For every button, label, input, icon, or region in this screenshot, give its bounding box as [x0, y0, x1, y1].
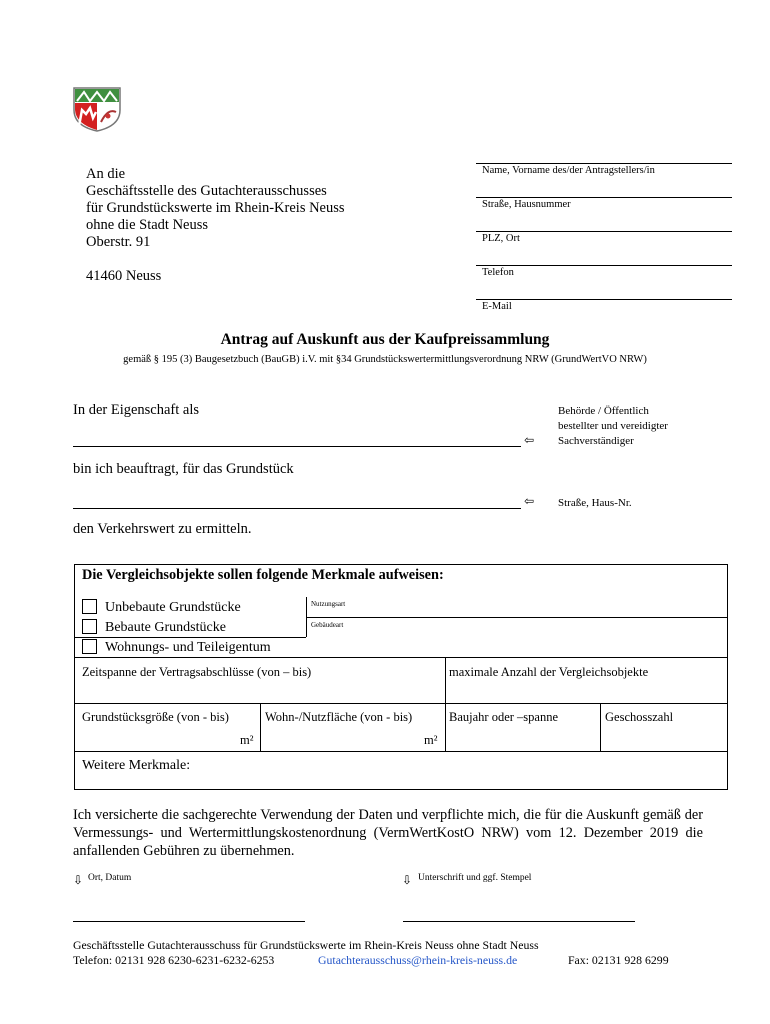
wohnungseigentum-checkbox[interactable]	[82, 639, 97, 654]
wohnungseigentum-label: Wohnungs- und Teileigentum	[105, 640, 271, 655]
footer-org: Geschäftsstelle Gutachterausschuss für Grundstückswerte im Rhein-Kreis Neuss ohne Stadt Neuss	[73, 938, 539, 952]
sender-city-field[interactable]	[476, 231, 732, 232]
arrow-left-icon: ⇦	[524, 433, 535, 447]
footer-email-link[interactable]: Gutachterausschuss@rhein-kreis-neuss.de	[318, 953, 518, 967]
footer-phone: Telefon: 02131 928 6230-6231-6232-6253	[73, 953, 275, 967]
criteria-heading: Die Vergleichsobjekte sollen folgende Merkmale aufweisen:	[82, 567, 444, 583]
max-anzahl-label: maximale Anzahl der Vergleichsobjekte	[449, 665, 649, 679]
recipient-line-5: Oberstr. 91	[86, 234, 151, 250]
divider	[445, 657, 446, 751]
geschosszahl-label: Geschosszahl	[605, 710, 674, 724]
baujahr-label: Baujahr oder –spanne	[449, 710, 558, 724]
place-date-line[interactable]	[73, 921, 305, 922]
grundstuecksgroesse-label: Grundstücksgröße (von - bis)	[82, 710, 229, 724]
footer-fax: Fax: 02131 928 6299	[568, 953, 669, 967]
bebaute-checkbox[interactable]	[82, 619, 97, 634]
property-hint: Straße, Haus-Nr.	[558, 497, 632, 509]
sender-name-field[interactable]	[476, 163, 732, 164]
unbebaute-label: Unbebaute Grundstücke	[105, 600, 241, 615]
form-title: Antrag auf Auskunft aus der Kaufpreissammlung	[220, 331, 550, 348]
property-after-text: den Verkehrswert zu ermitteln.	[73, 521, 252, 537]
capacity-hint-line-3: Sachverständiger	[558, 435, 634, 447]
bebaute-label: Bebaute Grundstücke	[105, 620, 226, 635]
capacity-input-line[interactable]	[73, 446, 521, 447]
divider	[74, 703, 728, 704]
nutzungsart-label: Nutzungsart	[311, 600, 346, 608]
recipient-line-2: Geschäftsstelle des Gutachterausschusses	[86, 183, 327, 199]
arrow-left-icon-2: ⇦	[524, 494, 535, 508]
recipient-line-3: für Grundstückswerte im Rhein-Kreis Neuss	[86, 200, 345, 216]
capacity-hint-line-1: Behörde / Öffentlich	[558, 405, 649, 417]
wohnflaeche-unit: m²	[424, 733, 438, 747]
recipient-address	[86, 166, 345, 285]
divider	[74, 637, 306, 638]
property-input-line[interactable]	[73, 508, 521, 509]
gebaeudeart-input[interactable]	[306, 617, 728, 637]
grundstueck-unit: m²	[240, 733, 254, 747]
unbebaute-checkbox[interactable]	[82, 599, 97, 614]
nutzungsart-input[interactable]	[306, 597, 728, 617]
property-label: bin ich beauftragt, für das Grundstück	[73, 461, 294, 477]
signature-line[interactable]	[403, 921, 635, 922]
recipient-line-6: 41460 Neuss	[86, 268, 162, 284]
sender-street-field[interactable]	[476, 197, 732, 198]
wohnflaeche-label: Wohn-/Nutzfläche (von - bis)	[265, 710, 413, 724]
nrw-coat-of-arms-logo	[72, 86, 122, 132]
weitere-merkmale-label: Weitere Merkmale:	[82, 758, 191, 773]
sender-name-label: Name, Vorname des/der Antragstellers/in	[482, 165, 655, 176]
capacity-label: In der Eigenschaft als	[73, 402, 200, 418]
divider	[74, 751, 728, 752]
recipient-line-4: ohne die Stadt Neuss	[86, 217, 209, 233]
place-date-label: Ort, Datum	[88, 873, 132, 883]
divider	[600, 703, 601, 751]
sender-city-label: PLZ, Ort	[482, 233, 520, 244]
sender-email-field[interactable]	[476, 299, 732, 300]
gebaeudeart-label: Gebäudeart	[311, 621, 344, 629]
capacity-hint	[558, 404, 668, 449]
capacity-hint-line-2: bestellter und vereidigter	[558, 420, 668, 432]
recipient-line-1: An die	[86, 166, 126, 182]
sender-phone-label: Telefon	[482, 267, 514, 278]
signature-label: Unterschrift und ggf. Stempel	[418, 873, 532, 883]
arrow-down-icon-2: ⇩	[402, 873, 413, 887]
arrow-down-icon: ⇩	[73, 873, 84, 887]
divider	[74, 657, 728, 658]
divider	[260, 703, 261, 751]
form-subtitle: gemäß § 195 (3) Baugesetzbuch (BauGB) i.V. mit §34 Grundstückswertermittlungsverordnung NRW (GrundWertVO NRW)	[123, 354, 647, 365]
sender-street-label: Straße, Hausnummer	[482, 199, 571, 210]
sender-email-label: E-Mail	[482, 301, 512, 312]
zeitspanne-label: Zeitspanne der Vertragsabschlüsse (von – bis)	[82, 665, 312, 679]
sender-phone-field[interactable]	[476, 265, 732, 266]
declaration-text: Ich versicherte die sachgerechte Verwendung der Daten und verpflichte mich, die für die Auskunft gemäß der Vermessungs- und Wertermittlungskostenordnung (VermWertKostO NRW) vom 12. Dezember 2019 die anfallenden Gebühren zu übernehmen.	[73, 807, 703, 859]
